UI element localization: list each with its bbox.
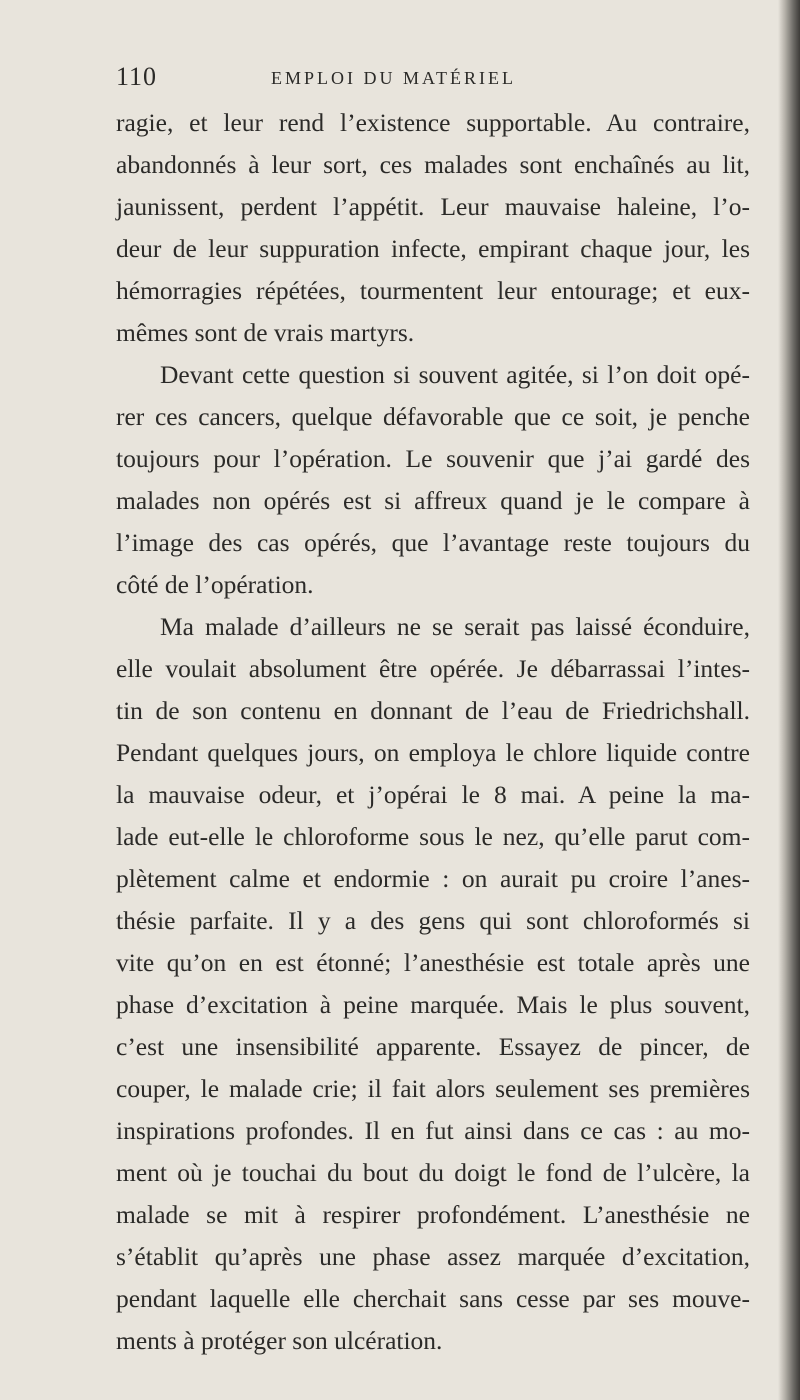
text-line: lade eut-elle le chloroforme sous le nez, qu’elle parut com- (116, 822, 750, 851)
text-line: vite qu’on en est étonné; l’anesthésie est totale après une (116, 948, 750, 977)
body-text (116, 102, 750, 1362)
text-line: phase d’excitation à peine marquée. Mais le plus souvent, (116, 990, 750, 1019)
text-line: l’image des cas opérés, que l’avantage reste toujours du (116, 528, 750, 557)
text-line: ragie, et leur rend l’existence supportable. Au contraire, (116, 108, 750, 137)
text-line: ment où je touchai du bout du doigt le fond de l’ulcère, la (116, 1158, 750, 1187)
text-line: côté de l’opération. (116, 570, 314, 599)
text-line: tin de son contenu en donnant de l’eau de Friedrichshall. (116, 696, 750, 725)
paragraph-start-line: Ma malade d’ailleurs ne se serait pas laissé éconduire, (160, 612, 750, 641)
text-line: deur de leur suppuration infecte, empirant chaque jour, les (116, 234, 750, 263)
text-line: jaunissent, perdent l’appétit. Leur mauvaise haleine, l’o- (116, 192, 750, 221)
text-line: malades non opérés est si affreux quand je le compare à (116, 486, 750, 515)
text-line: inspirations profondes. Il en fut ainsi dans ce cas : au mo- (116, 1116, 750, 1145)
page-number: 110 (116, 62, 158, 91)
paragraph-start-line: Devant cette question si souvent agitée, si l’on doit opé- (160, 360, 750, 389)
text-line: rer ces cancers, quelque défavorable que ce soit, je penche (116, 402, 750, 431)
page-header (116, 62, 746, 92)
text-line: pendant laquelle elle cherchait sans cesse par ses mouve- (116, 1284, 750, 1313)
text-line: malade se mit à respirer profondément. L’anesthésie ne (116, 1200, 750, 1229)
running-head: EMPLOI DU MATÉRIEL (271, 68, 516, 88)
text-line: s’établit qu’après une phase assez marquée d’excitation, (116, 1242, 750, 1271)
text-line: hémorragies répétées, tourmentent leur entourage; et eux- (116, 276, 750, 305)
text-line: mêmes sont de vrais martyrs. (116, 318, 415, 347)
text-line: toujours pour l’opération. Le souvenir que j’ai gardé des (116, 444, 750, 473)
text-line: couper, le malade crie; il fait alors seulement ses premières (116, 1074, 750, 1103)
text-line: ments à protéger son ulcération. (116, 1326, 443, 1355)
text-line: Pendant quelques jours, on employa le chlore liquide contre (116, 738, 750, 767)
text-line: abandonnés à leur sort, ces malades sont enchaînés au lit, (116, 150, 750, 179)
text-line: elle voulait absolument être opérée. Je débarrassai l’intes- (116, 654, 750, 683)
text-line: la mauvaise odeur, et j’opérai le 8 mai. A peine la ma- (116, 780, 750, 809)
page-edge-shadow (778, 0, 800, 1400)
text-line: c’est une insensibilité apparente. Essayez de pincer, de (116, 1032, 750, 1061)
text-line: plètement calme et endormie : on aurait pu croire l’anes- (116, 864, 750, 893)
text-line: thésie parfaite. Il y a des gens qui sont chloroformés si (116, 906, 750, 935)
